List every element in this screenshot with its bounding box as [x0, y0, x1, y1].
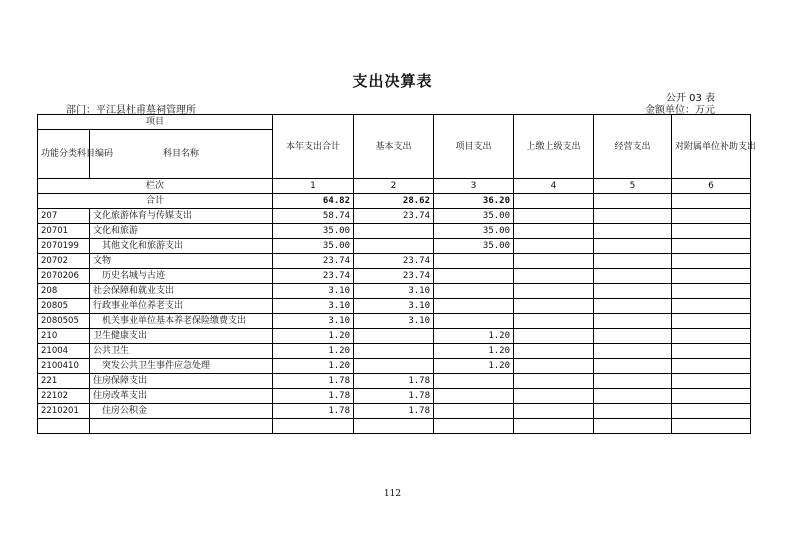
- cell-basic: 1.78: [354, 404, 434, 419]
- cell-total: 23.74: [273, 269, 354, 284]
- table-row: [38, 269, 751, 284]
- cell-code: 20805: [38, 299, 90, 314]
- table-row: [38, 329, 751, 344]
- cell-empty: [672, 374, 751, 389]
- cell-empty: [514, 419, 594, 434]
- cell-empty: [514, 254, 594, 269]
- cell-total: 3.10: [273, 314, 354, 329]
- header-item-group: 项目: [38, 115, 273, 130]
- table-row: [38, 239, 751, 254]
- cell-basic: [354, 329, 434, 344]
- cell-project: 1.20: [434, 344, 514, 359]
- cell-basic: 3.10: [354, 299, 434, 314]
- table-row: [38, 224, 751, 239]
- cell-basic: [354, 239, 434, 254]
- page-number: 112: [383, 489, 402, 499]
- cell-total: 1.20: [273, 329, 354, 344]
- cell-empty: [672, 419, 751, 434]
- cell-project: [434, 374, 514, 389]
- cell-empty: [514, 359, 594, 374]
- cell-code: 210: [38, 329, 90, 344]
- cell-project: 1.20: [434, 329, 514, 344]
- header-subsidy: 对附属单位补助支出: [672, 115, 751, 179]
- cell-basic: 23.74: [354, 254, 434, 269]
- table-row: [38, 299, 751, 314]
- cell-project: 35.00: [434, 224, 514, 239]
- cell-empty: [514, 239, 594, 254]
- cell-name: 住房改革支出: [90, 389, 273, 404]
- cell-name: 公共卫生: [90, 344, 273, 359]
- header-basic: 基本支出: [354, 115, 434, 179]
- header-upper: 上缴上级支出: [514, 115, 594, 179]
- cell-total: 35.00: [273, 224, 354, 239]
- page-title: 支出决算表: [352, 72, 433, 90]
- table-row: [38, 254, 751, 269]
- cell-code: 207: [38, 209, 90, 224]
- cell-empty: [514, 374, 594, 389]
- table-row: [38, 374, 751, 389]
- cell-name: 其他文化和旅游支出: [90, 239, 273, 254]
- cell-empty: [90, 419, 273, 434]
- table-row: [38, 314, 751, 329]
- table-row: [38, 284, 751, 299]
- cell-total: 1.20: [273, 344, 354, 359]
- cell-empty: [594, 284, 672, 299]
- cell-project: 35.00: [434, 239, 514, 254]
- cell-basic: [354, 224, 434, 239]
- total-row: [38, 194, 751, 209]
- cell-project: [434, 404, 514, 419]
- total-project: 36.20: [434, 194, 514, 209]
- total-amount: 64.82: [273, 194, 354, 209]
- total-basic: 28.62: [354, 194, 434, 209]
- cell-basic: [354, 344, 434, 359]
- cell-empty: [594, 224, 672, 239]
- cell-empty: [514, 209, 594, 224]
- table-row: [38, 389, 751, 404]
- header-business: 经营支出: [594, 115, 672, 179]
- cell-code: 2080505: [38, 314, 90, 329]
- cell-project: [434, 284, 514, 299]
- cell-empty: [514, 344, 594, 359]
- cell-empty: [594, 419, 672, 434]
- total-subsidy: [672, 194, 751, 209]
- total-label: 合计: [38, 194, 273, 209]
- cell-total: 58.74: [273, 209, 354, 224]
- column-index-1: 1: [273, 179, 354, 194]
- total-upper: [514, 194, 594, 209]
- column-index-3: 3: [434, 179, 514, 194]
- column-index-row: [38, 179, 751, 194]
- header-func-code: 功能分类科目编码: [38, 130, 90, 179]
- cell-name: 文化旅游体育与传媒支出: [90, 209, 273, 224]
- cell-empty: [594, 359, 672, 374]
- cell-project: [434, 269, 514, 284]
- cell-name: 文化和旅游: [90, 224, 273, 239]
- cell-name: 行政事业单位养老支出: [90, 299, 273, 314]
- cell-empty: [514, 269, 594, 284]
- column-index-label: 栏次: [38, 179, 273, 194]
- cell-basic: 3.10: [354, 284, 434, 299]
- cell-empty: [594, 269, 672, 284]
- cell-empty: [672, 404, 751, 419]
- cell-code: 2210201: [38, 404, 90, 419]
- cell-total: 1.78: [273, 374, 354, 389]
- cell-empty: [514, 314, 594, 329]
- cell-basic: 1.78: [354, 389, 434, 404]
- cell-empty: [594, 374, 672, 389]
- cell-code: 221: [38, 374, 90, 389]
- cell-name: 社会保障和就业支出: [90, 284, 273, 299]
- unit-label: 金额单位：万元: [645, 105, 715, 116]
- cell-empty: [514, 299, 594, 314]
- cell-empty: [514, 329, 594, 344]
- cell-total: 1.20: [273, 359, 354, 374]
- cell-empty: [594, 344, 672, 359]
- cell-empty: [672, 254, 751, 269]
- cell-code: 22102: [38, 389, 90, 404]
- cell-code: 2070199: [38, 239, 90, 254]
- expenditure-table: [37, 114, 757, 434]
- cell-project: 35.00: [434, 209, 514, 224]
- cell-empty: [594, 299, 672, 314]
- cell-basic: 1.78: [354, 374, 434, 389]
- cell-code: 20702: [38, 254, 90, 269]
- cell-total: 1.78: [273, 404, 354, 419]
- table-row: [38, 404, 751, 419]
- cell-project: 1.20: [434, 359, 514, 374]
- cell-empty: [594, 239, 672, 254]
- cell-code: 20701: [38, 224, 90, 239]
- cell-code: 2070206: [38, 269, 90, 284]
- cell-empty: [594, 209, 672, 224]
- cell-code: 21004: [38, 344, 90, 359]
- cell-basic: 23.74: [354, 269, 434, 284]
- cell-basic: 23.74: [354, 209, 434, 224]
- cell-empty: [38, 419, 90, 434]
- header-project: 项目支出: [434, 115, 514, 179]
- cell-empty: [594, 329, 672, 344]
- table-row-empty: [38, 419, 751, 434]
- cell-empty: [514, 389, 594, 404]
- cell-empty: [672, 239, 751, 254]
- cell-name: 突发公共卫生事件应急处理: [90, 359, 273, 374]
- column-index-6: 6: [672, 179, 751, 194]
- table-row: [38, 209, 751, 224]
- cell-total: 3.10: [273, 284, 354, 299]
- cell-basic: [354, 359, 434, 374]
- cell-empty: [672, 314, 751, 329]
- cell-empty: [672, 329, 751, 344]
- column-index-2: 2: [354, 179, 434, 194]
- column-index-5: 5: [594, 179, 672, 194]
- cell-name: 住房保障支出: [90, 374, 273, 389]
- cell-empty: [672, 284, 751, 299]
- cell-total: 23.74: [273, 254, 354, 269]
- cell-empty: [514, 224, 594, 239]
- cell-code: 2100410: [38, 359, 90, 374]
- cell-name: 文物: [90, 254, 273, 269]
- cell-name: 住房公积金: [90, 404, 273, 419]
- cell-project: [434, 254, 514, 269]
- cell-name: 卫生健康支出: [90, 329, 273, 344]
- cell-empty: [514, 404, 594, 419]
- cell-empty: [273, 419, 354, 434]
- cell-empty: [594, 314, 672, 329]
- cell-empty: [672, 299, 751, 314]
- cell-empty: [594, 404, 672, 419]
- header-row-1: [38, 115, 751, 130]
- cell-empty: [354, 419, 434, 434]
- cell-name: 历史名城与古迹: [90, 269, 273, 284]
- cell-empty: [672, 389, 751, 404]
- header-subject-name: 科目名称: [90, 130, 273, 179]
- form-number: 公开 03 表: [665, 93, 715, 104]
- cell-empty: [672, 209, 751, 224]
- header-total: 本年支出合计: [273, 115, 354, 179]
- cell-empty: [594, 389, 672, 404]
- cell-project: [434, 299, 514, 314]
- cell-name: 机关事业单位基本养老保险缴费支出: [90, 314, 273, 329]
- cell-empty: [672, 224, 751, 239]
- cell-empty: [434, 419, 514, 434]
- cell-empty: [594, 254, 672, 269]
- total-business: [594, 194, 672, 209]
- table-row: [38, 359, 751, 374]
- cell-total: 35.00: [273, 239, 354, 254]
- column-index-4: 4: [514, 179, 594, 194]
- cell-empty: [672, 344, 751, 359]
- table-row: [38, 344, 751, 359]
- cell-code: 208: [38, 284, 90, 299]
- cell-total: 3.10: [273, 299, 354, 314]
- cell-empty: [672, 269, 751, 284]
- cell-project: [434, 389, 514, 404]
- department-label: 部门：平江县杜甫墓祠管理所: [66, 105, 196, 116]
- cell-empty: [672, 359, 751, 374]
- cell-total: 1.78: [273, 389, 354, 404]
- cell-project: [434, 314, 514, 329]
- cell-basic: 3.10: [354, 314, 434, 329]
- cell-empty: [514, 284, 594, 299]
